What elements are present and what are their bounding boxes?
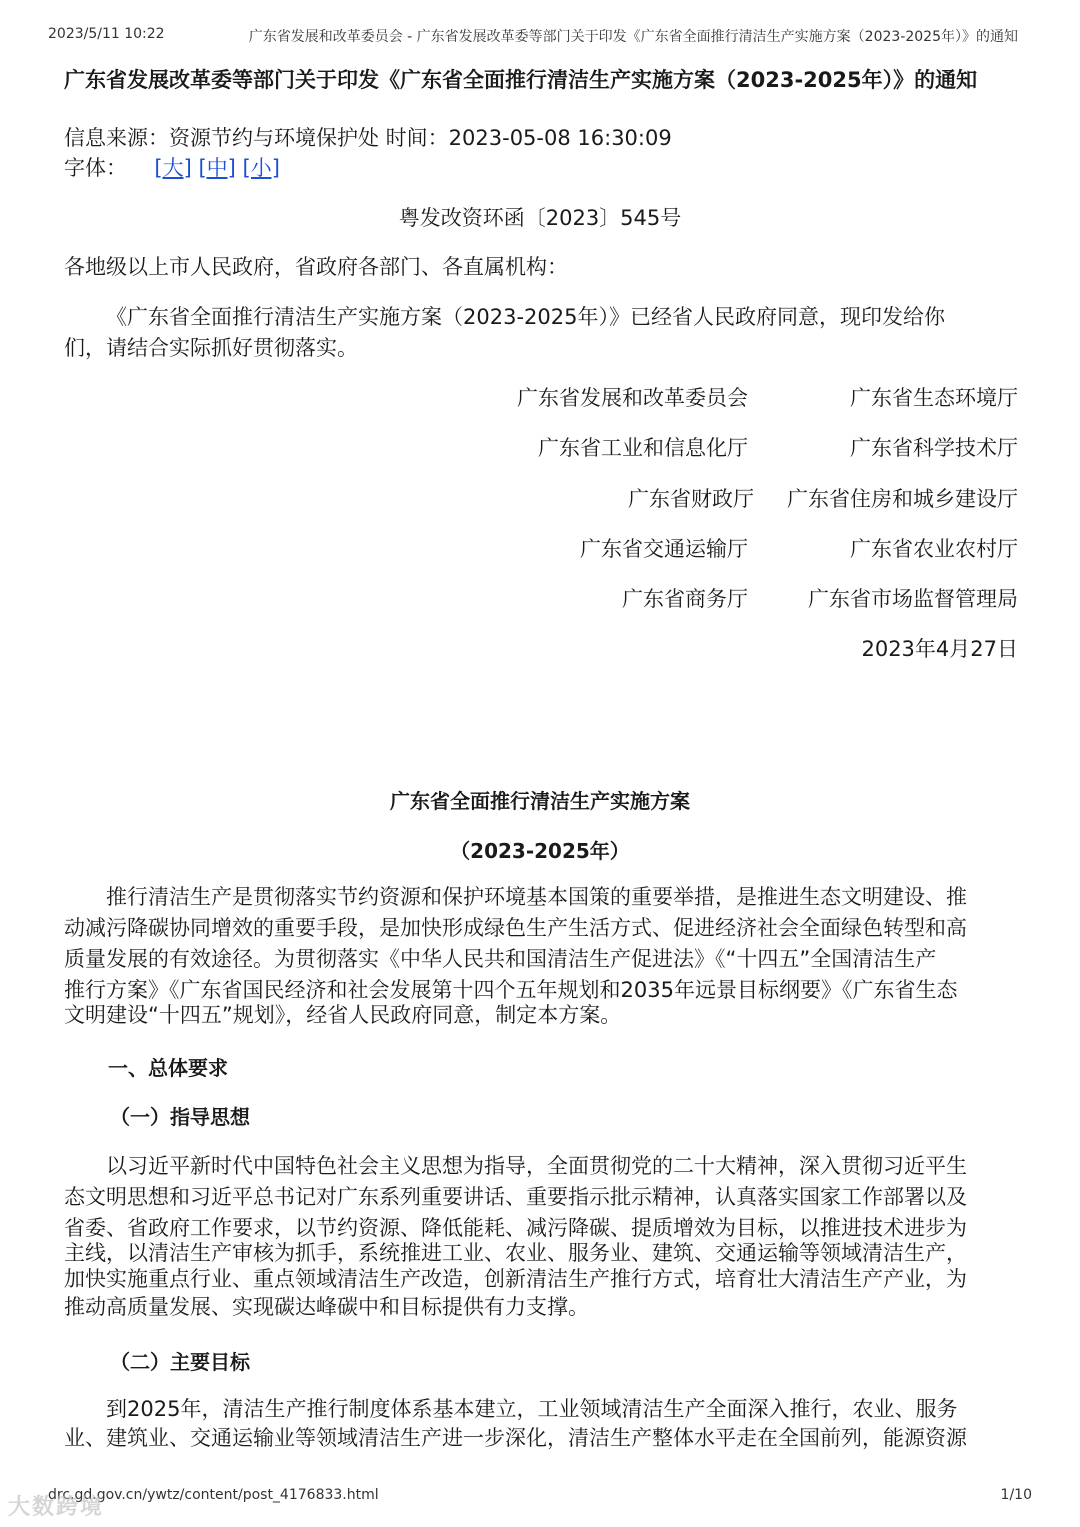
plan-title: 广东省全面推行清洁生产实施方案 xyxy=(390,789,690,813)
notice-body-line-2: 们，请结合实际抓好贯彻落实。 xyxy=(64,336,358,360)
guiding-line: 态文明思想和习近平总书记对广东系列重要讲话、重要指示批示精神，认真落实国家工作部署以及 xyxy=(64,1185,967,1209)
guiding-line: 推动高质量发展、实现碳达峰碳中和目标提供有力支撑。 xyxy=(64,1295,589,1319)
signer: 广东省工业和信息化厅 xyxy=(538,436,748,460)
salutation: 各地级以上市人民政府，省政府各部门、各直属机构： xyxy=(64,255,568,279)
signer: 广东省商务厅 xyxy=(622,587,748,611)
guiding-line: 省委、省政府工作要求，以节约资源、降低能耗、减污降碳、提质增效为目标，以推进技术进步为 xyxy=(64,1216,967,1240)
watermark-logo: 大数跨境 xyxy=(8,1495,105,1520)
font-size-controls xyxy=(64,152,280,182)
section-heading: 一、总体要求 xyxy=(108,1056,228,1080)
signer: 广东省科学技术厅 xyxy=(850,436,1018,460)
font-medium-link[interactable]: [中] xyxy=(198,156,236,180)
intro-line: 推行方案》《广东省国民经济和社会发展第十四个五年规划和2035年远景目标纲要》《广东省生态 xyxy=(64,978,958,1002)
guiding-line: 主线，以清洁生产审核为抓手，系统推进工业、农业、服务业、建筑、交通运输等领域清洁生产， xyxy=(64,1241,967,1265)
targets-line: 业、建筑业、交通运输业等领域清洁生产进一步深化，清洁生产整体水平走在全国前列，能源资源 xyxy=(64,1426,967,1450)
sign-date: 2023年4月27日 xyxy=(861,637,1018,661)
font-small-link[interactable]: [小] xyxy=(242,156,280,180)
print-url: drc.gd.gov.cn/ywtz/content/post_4176833.html xyxy=(48,1487,379,1503)
font-size-label: 字体： xyxy=(64,156,127,180)
intro-line: 动减污降碳协同增效的重要手段，是加快形成绿色生产生活方式、促进经济社会全面绿色转型和高 xyxy=(64,916,967,940)
article-title: 广东省发展改革委等部门关于印发《广东省全面推行清洁生产实施方案（2023-2025年）》的通知 xyxy=(64,68,978,92)
intro-line: 文明建设“十四五”规划》，经省人民政府同意，制定本方案。 xyxy=(64,1003,622,1027)
intro-line: 质量发展的有效途径。为贯彻落实《中华人民共和国清洁生产促进法》《“十四五”全国清洁生产 xyxy=(64,947,937,971)
guiding-line: 加快实施重点行业、重点领域清洁生产改造，创新清洁生产推行方式，培育壮大清洁生产产业，为 xyxy=(64,1267,967,1291)
font-large-link[interactable]: [大] xyxy=(154,156,192,180)
intro-line: 推行清洁生产是贯彻落实节约资源和保护环境基本国策的重要举措，是推进生态文明建设、推 xyxy=(106,885,967,909)
signer: 广东省财政厅 xyxy=(628,487,754,511)
plan-subtitle: （2023-2025年） xyxy=(450,839,630,863)
guiding-line: 以习近平新时代中国特色社会主义思想为指导，全面贯彻党的二十大精神，深入贯彻习近平生 xyxy=(106,1154,967,1178)
subsection-heading: （一）指导思想 xyxy=(110,1105,250,1129)
source-line: 信息来源：资源节约与环境保护处 时间：2023-05-08 16:30:09 xyxy=(64,126,672,150)
signer: 广东省发展和改革委员会 xyxy=(517,386,748,410)
signer: 广东省生态环境厅 xyxy=(850,386,1018,410)
page-number: 1/10 xyxy=(1000,1487,1032,1503)
signer: 广东省市场监督管理局 xyxy=(808,587,1018,611)
subsection-heading: （二）主要目标 xyxy=(110,1350,250,1374)
signer: 广东省交通运输厅 xyxy=(580,537,748,561)
print-page-title: 广东省发展和改革委员会 - 广东省发展改革委等部门关于印发《广东省全面推行清洁生产实施方案（2023-2025年）》的通知 xyxy=(248,29,1018,45)
signer: 广东省住房和城乡建设厅 xyxy=(787,487,1018,511)
targets-line: 到2025年，清洁生产推行制度体系基本建立，工业领域清洁生产全面深入推行，农业、服务 xyxy=(106,1397,958,1421)
signer: 广东省农业农村厅 xyxy=(850,537,1018,561)
document-number: 粤发改资环函〔2023〕545号 xyxy=(398,206,682,230)
notice-body-line-1: 《广东省全面推行清洁生产实施方案（2023-2025年）》已经省人民政府同意，现印发给你 xyxy=(106,305,945,329)
print-datetime: 2023/5/11 10:22 xyxy=(48,26,165,42)
